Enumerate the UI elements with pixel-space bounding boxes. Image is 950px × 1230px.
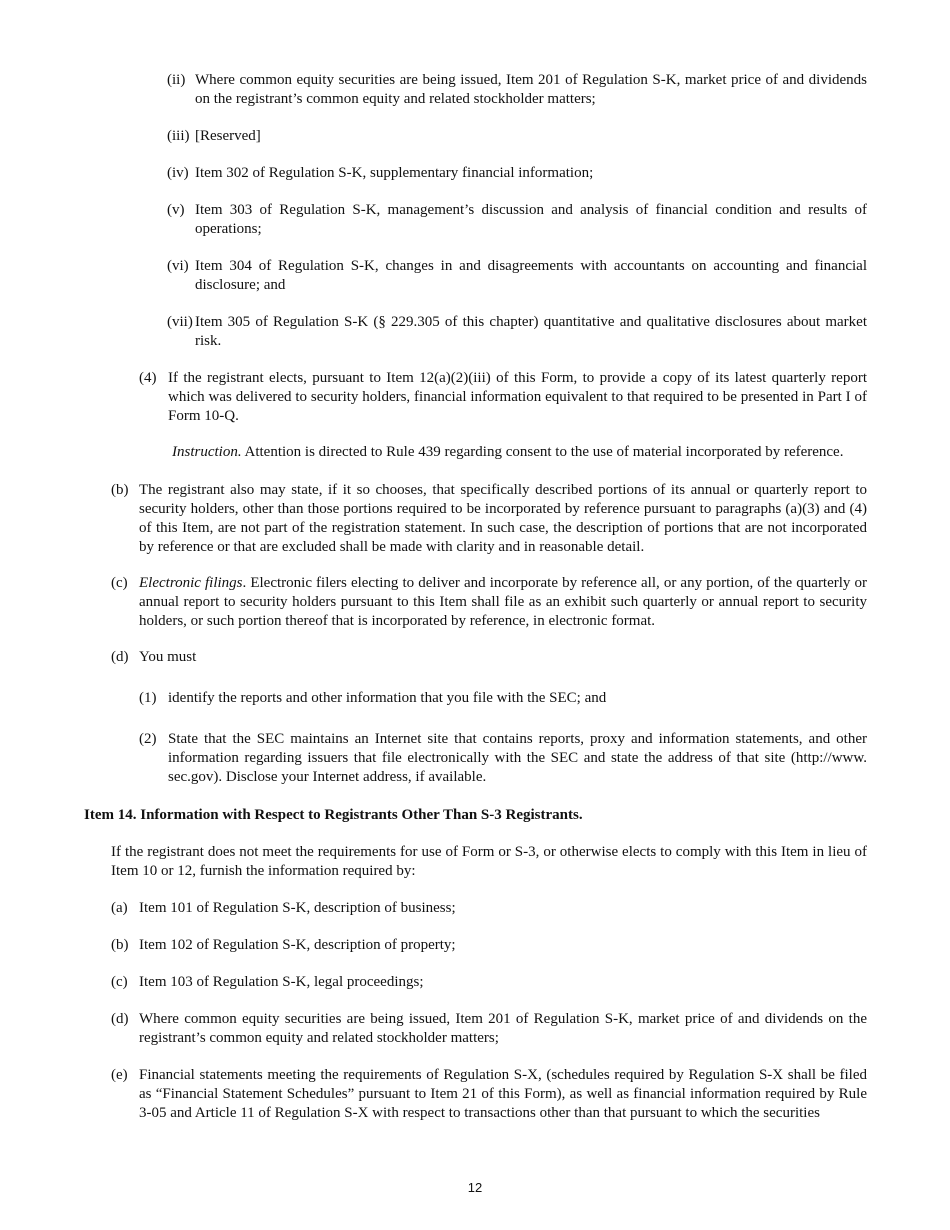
instruction-note	[172, 443, 867, 462]
electronic-filings-label: Electronic filings	[139, 575, 243, 591]
item-text: You must	[139, 649, 197, 665]
section-heading: Item 14. Information with Respect to Registrants Other Than S-3 Registrants.	[84, 807, 583, 823]
electronic-filings-text: . Electronic filers electing to deliver and incorporate by reference all, or any portion, of the quarterly or annual report to security holders pursuant to this Item shall file as an exhibit such quarterly or annual report to security holders, or such portion thereof that is incorporated by reference, in electronic format.	[139, 575, 867, 629]
list-item	[111, 1010, 867, 1048]
item-number: (iii)	[167, 128, 190, 144]
item-number: (c)	[111, 974, 128, 990]
item-number: (vii)	[167, 314, 193, 330]
list-item	[139, 369, 867, 426]
list-item	[111, 1066, 867, 1123]
list-item	[111, 899, 867, 918]
item-number: (c)	[111, 575, 128, 591]
list-item	[167, 127, 867, 146]
list-item	[111, 973, 867, 992]
list-item	[111, 936, 867, 955]
item-text: Item 103 of Regulation S-K, legal proceedings;	[139, 974, 424, 990]
item-text: If the registrant elects, pursuant to Item 12(a)(2)(iii) of this Form, to provide a copy of its latest quarterly report which was delivered to security holders, financial information equivalent to that required to be presented in Part I of Form 10-Q.	[168, 370, 867, 424]
item-text	[139, 574, 867, 631]
item-text: Item 303 of Regulation S-K, management’s discussion and analysis of financial condition and results of operations;	[195, 202, 867, 237]
item-number: (vi)	[167, 258, 189, 274]
list-item	[167, 257, 867, 295]
item-text: Item 101 of Regulation S-K, description of business;	[139, 900, 456, 916]
item-text: The registrant also may state, if it so chooses, that specifically described portions of its annual or quarterly report to security holders, other than those portions required to be incorporated by reference pursuant to paragraphs (a)(3) and (4) of this Item, are not part of the registration statement. In such case, the description of portions that are not incorporated by reference or that are excluded shall be made with clarity and in reasonable detail.	[139, 482, 867, 555]
item-number: (e)	[111, 1067, 128, 1083]
item-number: (1)	[139, 690, 157, 706]
item-number: (4)	[139, 370, 157, 386]
list-item	[139, 730, 867, 787]
item-text: [Reserved]	[195, 128, 261, 144]
list-item	[167, 313, 867, 351]
item-text: Item 102 of Regulation S-K, description of property;	[139, 937, 456, 953]
item-text: Where common equity securities are being issued, Item 201 of Regulation S-K, market price of and dividends on the registrant’s common equity and related stockholder matters;	[139, 1011, 867, 1046]
item-text: Item 304 of Regulation S-K, changes in and disagreements with accountants on accounting and financial disclosure; and	[195, 258, 867, 293]
item-number: (iv)	[167, 165, 189, 181]
item-text: Item 302 of Regulation S-K, supplementary financial information;	[195, 165, 594, 181]
item-text: identify the reports and other information that you file with the SEC; and	[168, 690, 607, 706]
instruction-text: Attention is directed to Rule 439 regarding consent to the use of material incorporated by reference.	[241, 444, 844, 460]
item-number: (a)	[111, 900, 128, 916]
page-number: 12	[467, 1180, 483, 1195]
item-number: (ii)	[167, 72, 186, 88]
list-item	[167, 201, 867, 239]
item-text: Where common equity securities are being issued, Item 201 of Regulation S-K, market price of and dividends on the registrant’s common equity and related stockholder matters;	[195, 72, 867, 107]
list-item	[139, 689, 867, 708]
item-number: (d)	[111, 1011, 129, 1027]
item-number: (b)	[111, 937, 129, 953]
list-item	[111, 481, 867, 557]
instruction-label: Instruction.	[172, 444, 242, 460]
item-text: State that the SEC maintains an Internet site that contains reports, proxy and information statements, and other information regarding issuers that file electronically with the SEC and state the address of that site (http://www. sec.gov). Disclose your Internet address, if available.	[168, 731, 867, 785]
item-number: (b)	[111, 482, 129, 498]
list-item	[167, 164, 867, 183]
list-item	[111, 648, 867, 667]
item-number: (d)	[111, 649, 129, 665]
list-item	[111, 574, 867, 631]
section-intro: If the registrant does not meet the requirements for use of Form or S-3, or otherwise elects to comply with this Item in lieu of Item 10 or 12, furnish the information required by:	[111, 844, 867, 879]
list-item	[167, 71, 867, 109]
item-number: (2)	[139, 731, 157, 747]
item-number: (v)	[167, 202, 185, 218]
item-text: Item 305 of Regulation S-K (§ 229.305 of this chapter) quantitative and qualitative disclosures about market risk.	[195, 314, 867, 349]
item-text: Financial statements meeting the requirements of Regulation S-X, (schedules required by Regulation S-X shall be filed as “Financial Statement Schedules” pursuant to Item 21 of this Form), as well as financial information required by Rule 3-05 and Article 11 of Regulation S-X with respect to transactions other than that pursuant to which the securities	[139, 1067, 867, 1121]
